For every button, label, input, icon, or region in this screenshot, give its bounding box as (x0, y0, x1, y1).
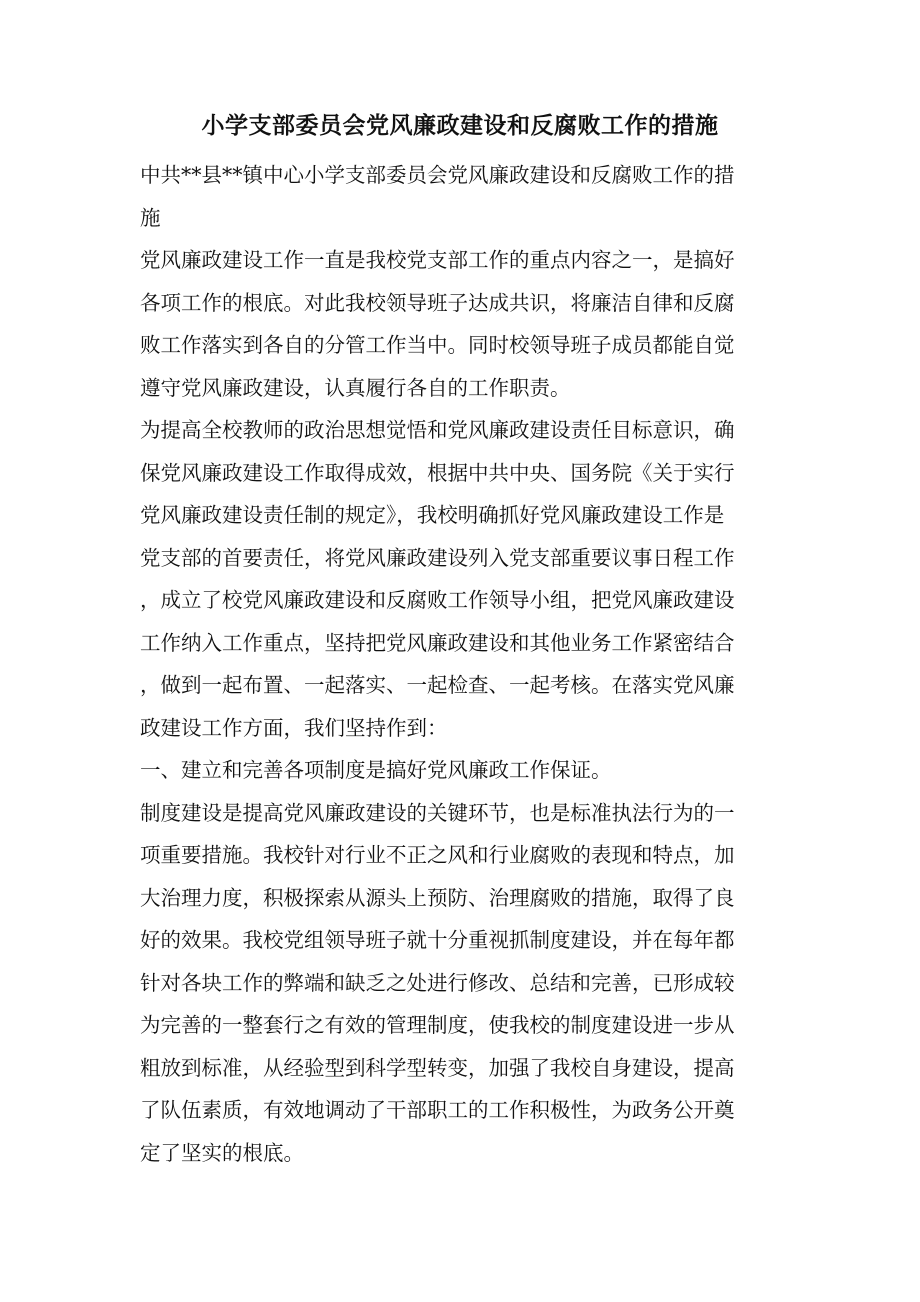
text-line: 定了坚实的根底。 (140, 1140, 304, 1165)
text-line: 了队伍素质，有效地调动了干部职工的工作积极性，为政务公开奠 (140, 1098, 735, 1122)
text-line: 各项工作的根底。对此我校领导班子达成共识，将廉洁自律和反腐 (140, 290, 735, 315)
text-line: 为提高全校教师的政治思想觉悟和党风廉政建设责任目标意识，确 (140, 418, 735, 442)
text-line: 针对各块工作的弊端和缺乏之处进行修改、总结和完善，已形成较 (140, 970, 735, 995)
text-line: 施 (140, 205, 161, 230)
section-heading (140, 749, 780, 792)
text-line: 中共**县**镇中心小学支部委员会党风廉政建设和反腐败工作的措 (140, 163, 735, 187)
text-line: 粗放到标准，从经验型到科学型转变，加强了我校自身建设，提高 (140, 1055, 735, 1080)
text-line: 一、建立和完善各项制度是搞好党风廉政工作保证。 (140, 758, 612, 782)
text-line: 制度建设是提高党风廉政建设的关键环节，也是标准执法行为的一 (140, 800, 735, 825)
text-line: 保党风廉政建设工作取得成效，根据中共中央、国务院《关于实行 (140, 460, 735, 485)
paragraph-intro (140, 239, 780, 409)
paragraph-header (140, 154, 780, 239)
text-line: 好的效果。我校党组领导班子就十分重视抓制度建设，并在每年都 (140, 928, 735, 952)
text-line: 项重要措施。我校针对行业不正之风和行业腐败的表现和特点，加 (140, 843, 735, 867)
document-title: 小学支部委员会党风廉政建设和反腐败工作的措施 (201, 112, 719, 139)
text-line: 大治理力度，积极探索从源头上预防、治理腐败的措施，取得了良 (140, 885, 735, 910)
text-line: 遵守党风廉政建设，认真履行各自的工作职责。 (140, 375, 571, 400)
text-line: 党风廉政建设工作一直是我校党支部工作的重点内容之一，是搞好 (140, 248, 735, 272)
paragraph-responsibility (140, 409, 780, 749)
text-line: ，做到一起布置、一起落实、一起检查、一起考核。在落实党风廉 (140, 673, 735, 697)
text-line: ，成立了校党风廉政建设和反腐败工作领导小组，把党风廉政建设 (140, 588, 735, 612)
text-line: 党风廉政建设责任制的规定》，我校明确抓好党风廉政建设工作是 (140, 503, 725, 527)
text-line: 工作纳入工作重点，坚持把党风廉政建设和其他业务工作紧密结合 (140, 630, 735, 655)
text-line: 为完善的一整套行之有效的管理制度，使我校的制度建设进一步从 (140, 1013, 735, 1037)
document-body (140, 154, 780, 1174)
paragraph-system-building (140, 792, 780, 1175)
text-line: 败工作落实到各自的分管工作当中。同时校领导班子成员都能自觉 (140, 333, 735, 357)
text-line: 政建设工作方面，我们坚持作到： (140, 715, 448, 740)
text-line: 党支部的首要责任，将党风廉政建设列入党支部重要议事日程工作 (140, 545, 735, 570)
